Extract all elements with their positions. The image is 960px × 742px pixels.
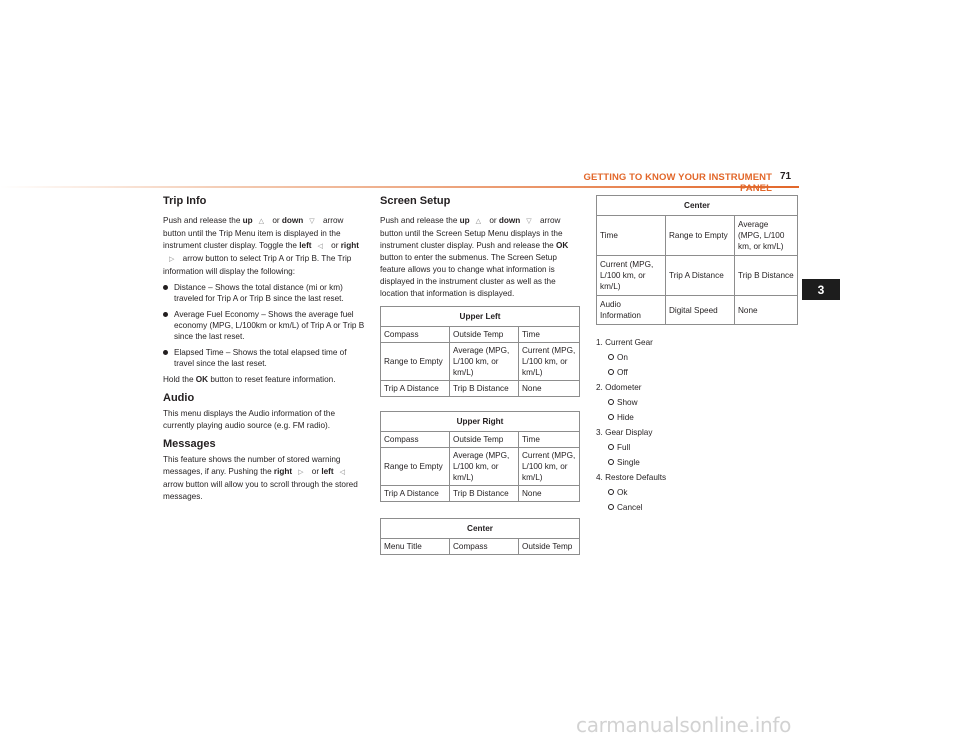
- circle-bullet-icon: [608, 414, 614, 420]
- table-row: [597, 296, 798, 325]
- circle-bullet-icon: [608, 459, 614, 465]
- list-item: Average Fuel Economy – Shows the average fuel economy (MPG, L/100km or km/L) of Trip A or Trip B since the last reset.: [163, 309, 367, 342]
- list-item: Distance – Shows the total distance (mi or km) traveled for Trip A or Trip B since the last reset.: [163, 282, 367, 304]
- table-cell: Audio Information: [597, 296, 666, 325]
- list-item: Cancel: [608, 500, 801, 515]
- table-cell: Compass: [381, 432, 450, 448]
- circle-bullet-icon: [608, 489, 614, 495]
- list-item: Show: [608, 395, 801, 410]
- table-row: [597, 216, 798, 256]
- table-cell: Current (MPG, L/100 km, or km/L): [519, 343, 580, 381]
- table-cell: Trip A Distance: [666, 256, 735, 296]
- trip-info-bullets: [163, 282, 367, 369]
- table-cell: Time: [519, 327, 580, 343]
- list-item: Elapsed Time – Shows the total elapsed time of travel since the last reset.: [163, 347, 367, 369]
- screen-setup-menu-list: [596, 335, 801, 515]
- table-row: [381, 343, 580, 381]
- table-cell: Compass: [381, 327, 450, 343]
- table-row: [381, 539, 580, 555]
- bullet-icon: [163, 312, 168, 317]
- table-caption: Center: [381, 519, 580, 539]
- table-row: [381, 448, 580, 486]
- table-cell: None: [519, 486, 580, 502]
- right-arrow-icon: ▷: [298, 469, 304, 476]
- table-cell: Trip B Distance: [735, 256, 798, 296]
- watermark: carmanualsonline.info: [576, 713, 792, 737]
- list-item: Ok: [608, 485, 801, 500]
- right-arrow-icon: ▷: [169, 256, 175, 263]
- down-arrow-icon: ▽: [526, 218, 532, 225]
- trip-info-heading: Trip Info: [163, 195, 207, 207]
- table-cell: Average (MPG, L/100 km, or km/L): [735, 216, 798, 256]
- screen-setup-heading: Screen Setup: [380, 195, 451, 207]
- up-arrow-icon: △: [258, 218, 265, 225]
- table-cell: Time: [597, 216, 666, 256]
- circle-bullet-icon: [608, 504, 614, 510]
- table-cell: Outside Temp: [519, 539, 580, 555]
- table-cell: Average (MPG, L/100 km, or km/L): [450, 343, 519, 381]
- table-cell: Range to Empty: [666, 216, 735, 256]
- table-cell: Range to Empty: [381, 343, 450, 381]
- bullet-icon: [163, 285, 168, 290]
- list-item: Hide: [608, 410, 801, 425]
- table-caption: Upper Left: [381, 307, 580, 327]
- table-cell: Range to Empty: [381, 448, 450, 486]
- upper-left-table: [380, 306, 580, 397]
- reset-paragraph: Hold the OK button to reset feature information.: [163, 375, 336, 384]
- running-header-title: GETTING TO KNOW YOUR INSTRUMENT PANEL: [583, 172, 772, 194]
- table-caption: Upper Right: [381, 412, 580, 432]
- list-item: Full: [608, 440, 801, 455]
- table-cell: Time: [519, 432, 580, 448]
- left-arrow-icon: ◁: [317, 243, 323, 250]
- circle-bullet-icon: [608, 399, 614, 405]
- center-table: [380, 518, 580, 555]
- table-cell: Outside Temp: [450, 432, 519, 448]
- audio-paragraph: This menu displays the Audio information of the currently playing audio source (e.g. FM radio).: [163, 409, 336, 430]
- list-item: Off: [608, 365, 801, 380]
- circle-bullet-icon: [608, 354, 614, 360]
- down-arrow-icon: ▽: [309, 218, 315, 225]
- table-cell: Menu Title: [381, 539, 450, 555]
- left-column: [163, 192, 367, 507]
- trip-info-paragraph: Push and release the up △ or down ▽ arrow button until the Trip Menu item is displayed in the instrument cluster display. Toggle the left ◁ or right▷ arrow button to select Trip A or Trip B. The Trip information will display the following:: [163, 216, 359, 276]
- table-cell: Current (MPG, L/100 km, or km/L): [597, 256, 666, 296]
- messages-heading: Messages: [163, 438, 216, 450]
- table-cell: Trip B Distance: [450, 381, 519, 397]
- audio-heading: Audio: [163, 392, 195, 404]
- table-cell: None: [519, 381, 580, 397]
- right-column: [596, 195, 801, 515]
- table-cell: Trip A Distance: [381, 486, 450, 502]
- page-number: 71: [780, 171, 792, 182]
- left-arrow-icon: ◁: [339, 469, 346, 476]
- table-row: [381, 432, 580, 448]
- screen-setup-paragraph: Push and release the up △ or down ▽ arrow button until the Screen Setup Menu displays in the instrument cluster display. Push and release the OK button to enter the submenus. The Screen Setup feature allows you to change what information is displayed in the instrument cluster as well as the location that information is displayed.: [380, 216, 569, 298]
- table-row: [381, 381, 580, 397]
- list-item: 3. Gear Display Full Single: [596, 425, 801, 470]
- table-cell: Average (MPG, L/100 km, or km/L): [450, 448, 519, 486]
- list-item: 2. Odometer Show Hide: [596, 380, 801, 425]
- circle-bullet-icon: [608, 444, 614, 450]
- table-row: [381, 327, 580, 343]
- up-arrow-icon: △: [475, 218, 482, 225]
- table-cell: Trip B Distance: [450, 486, 519, 502]
- table-cell: None: [735, 296, 798, 325]
- circle-bullet-icon: [608, 369, 614, 375]
- table-row: [597, 256, 798, 296]
- bullet-icon: [163, 350, 168, 355]
- chapter-tab: 3: [802, 279, 840, 300]
- list-item: Single: [608, 455, 801, 470]
- upper-right-table: [380, 411, 580, 502]
- table-cell: Compass: [450, 539, 519, 555]
- table-cell: Outside Temp: [450, 327, 519, 343]
- table-row: [381, 486, 580, 502]
- list-item: 4. Restore Defaults Ok Cancel: [596, 470, 801, 515]
- table-caption: Center: [597, 196, 798, 216]
- list-item: On: [608, 350, 801, 365]
- list-item: 1. Current Gear On Off: [596, 335, 801, 380]
- table-cell: Trip A Distance: [381, 381, 450, 397]
- middle-column: [380, 192, 580, 555]
- table-cell: Digital Speed: [666, 296, 735, 325]
- messages-paragraph: This feature shows the number of stored warning messages, if any. Pushing the right ▷ or left ◁ arrow button will allow you to scroll through the stored messages.: [163, 455, 358, 501]
- center-table-continued: [596, 195, 798, 325]
- table-cell: Current (MPG, L/100 km, or km/L): [519, 448, 580, 486]
